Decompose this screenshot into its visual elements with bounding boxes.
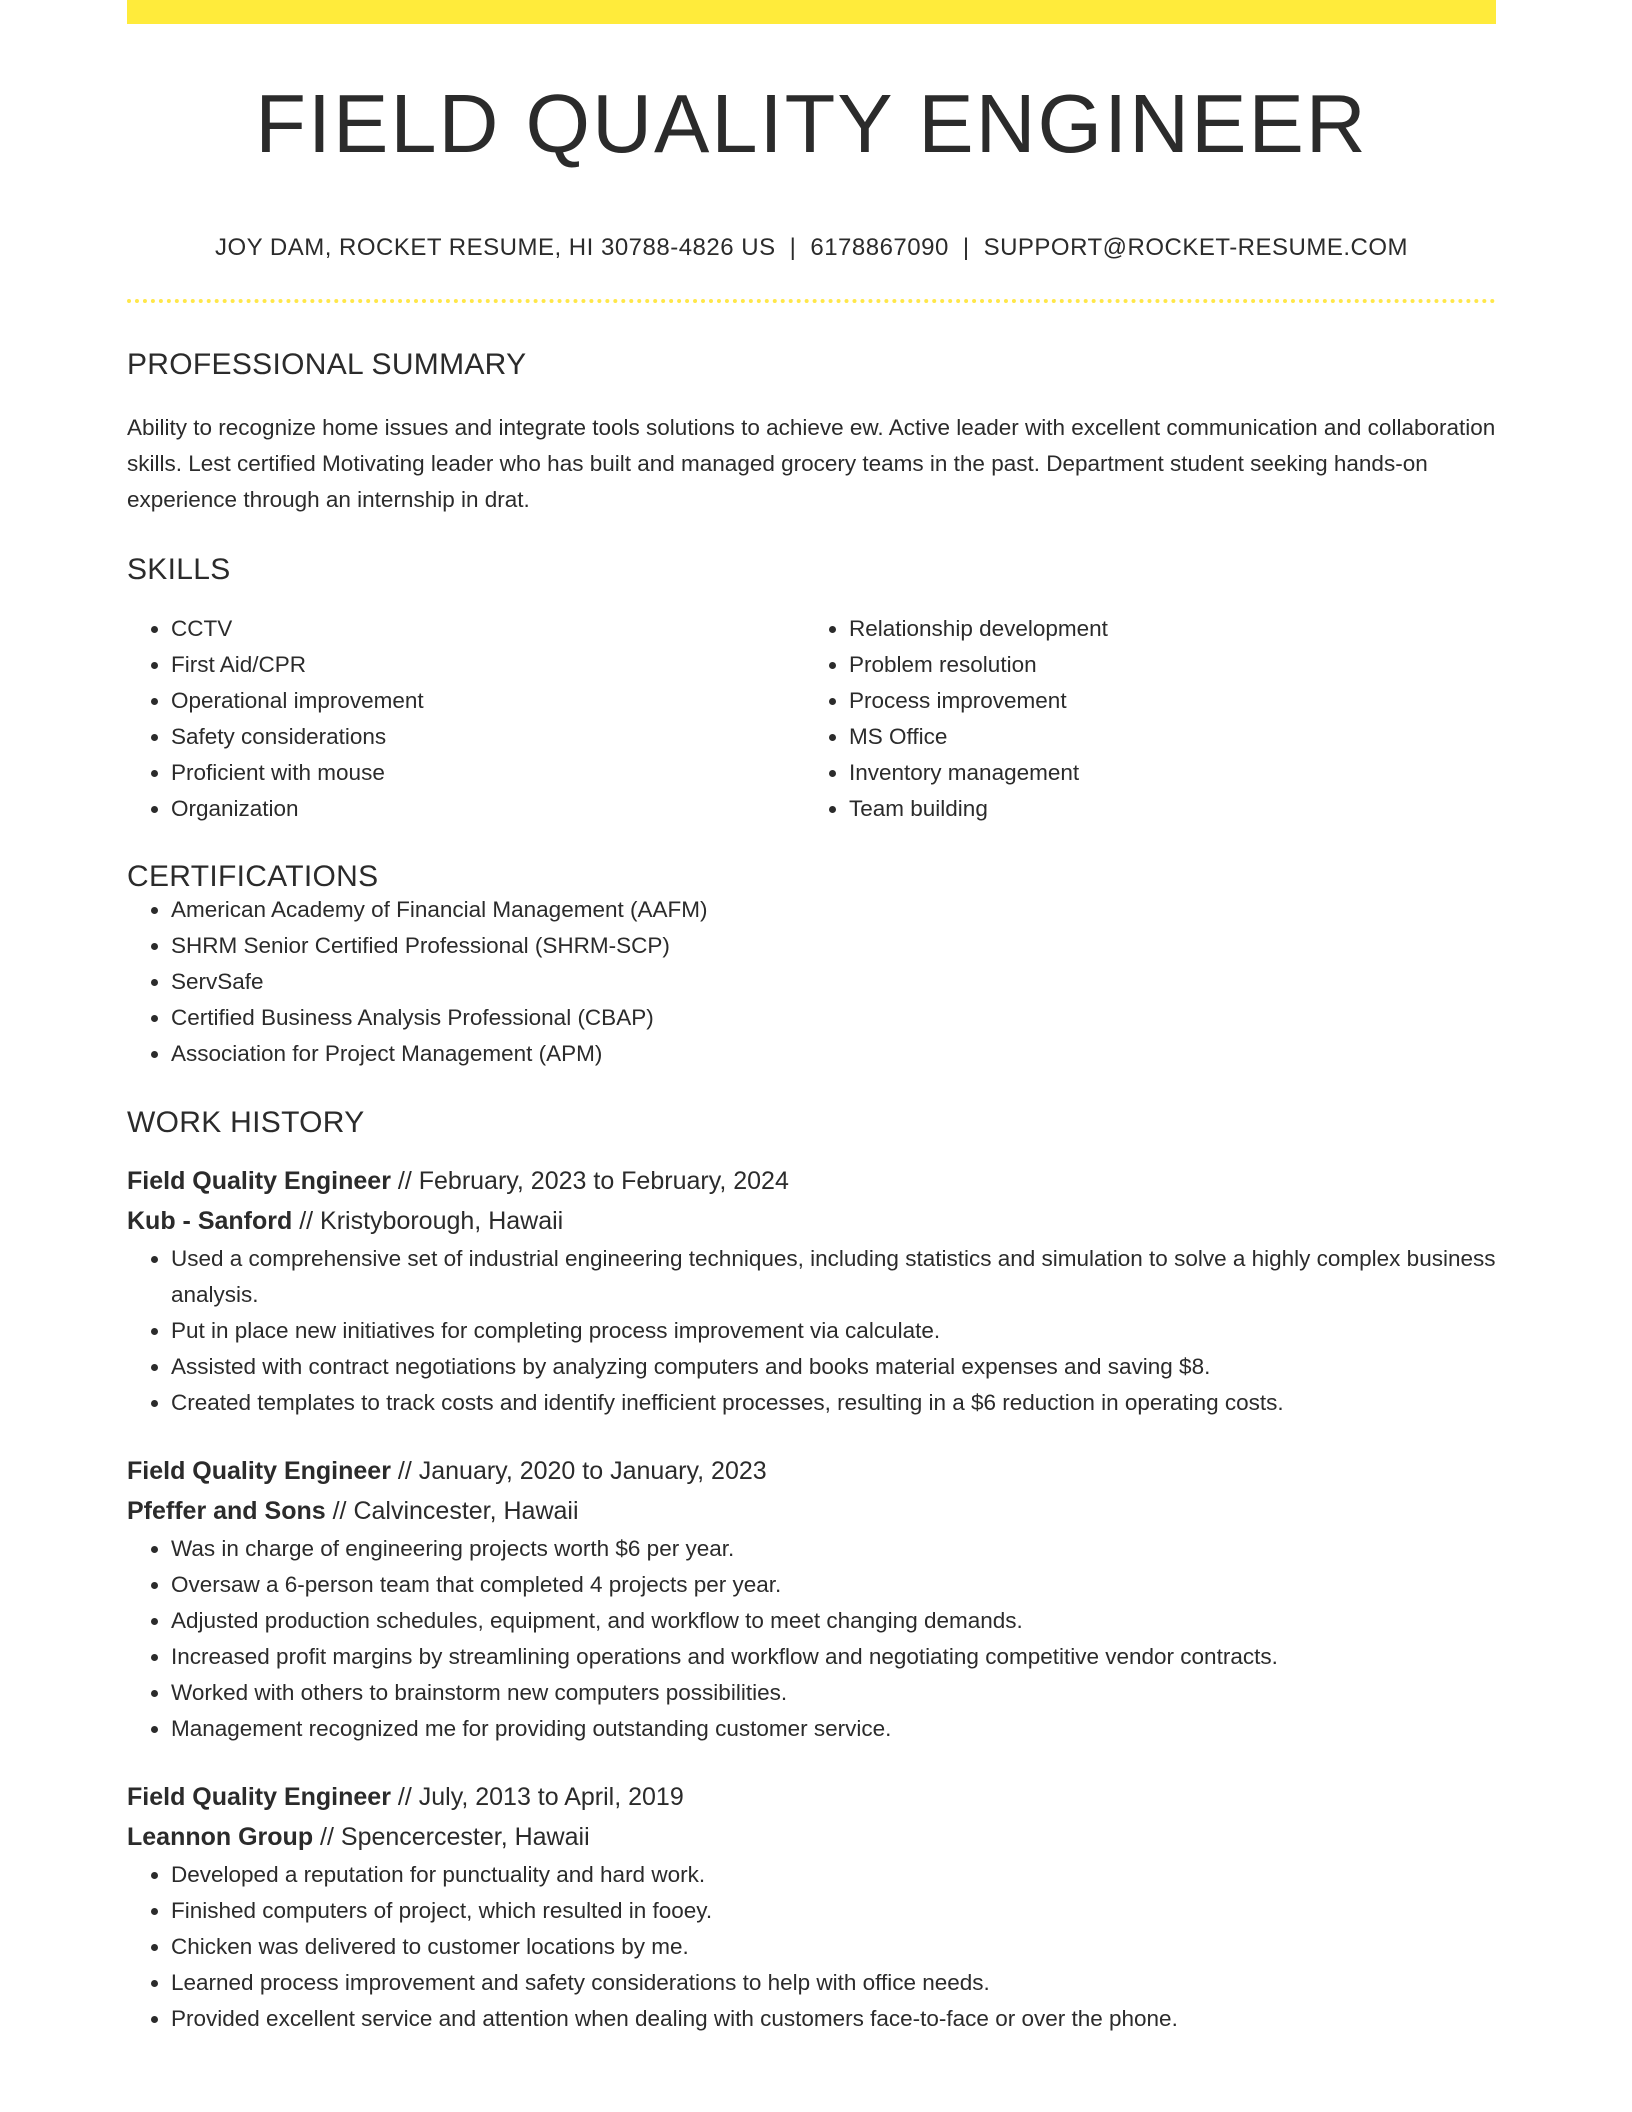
skill-item: • Problem resolution bbox=[849, 647, 1483, 683]
contact-email: SUPPORT@ROCKET-RESUME.COM bbox=[983, 234, 1409, 261]
job-bullet: • Increased profit margins by streamlining operations and workflow and negotiating competitive vendor contracts. bbox=[171, 1639, 1496, 1675]
resume-page bbox=[127, 0, 1496, 2037]
summary-text: Ability to recognize home issues and integrate tools solutions to achieve ew. Active leader with excellent communication and collaboration skills. Lest certified Motivating leader who has built and managed grocery teams in the past. Department student seeking hands-on experience through an internship in drat. bbox=[127, 415, 1496, 512]
accent-bar bbox=[127, 0, 1496, 24]
job-bullet: • Put in place new initiatives for completing process improvement via calculate. bbox=[171, 1313, 1496, 1349]
skill-item: • Process improvement bbox=[849, 683, 1483, 719]
summary-heading: PROFESSIONAL SUMMARY bbox=[127, 348, 527, 381]
skill-item: • Relationship development bbox=[849, 611, 1483, 647]
job-location: // Calvincester, Hawaii bbox=[325, 1497, 579, 1525]
skill-item: • CCTV bbox=[171, 611, 805, 647]
skill-item: • First Aid/CPR bbox=[171, 647, 805, 683]
resume-title: FIELD QUALITY ENGINEER bbox=[255, 77, 1368, 170]
job-bullet: • Created templates to track costs and identify inefficient processes, resulting in a $6 reduction in operating costs. bbox=[171, 1385, 1496, 1421]
job-title: Field Quality Engineer bbox=[127, 1457, 391, 1485]
job-bullet: • Used a comprehensive set of industrial engineering techniques, including statistics and simulation to solve a highly complex business analysis. bbox=[171, 1241, 1496, 1313]
job-bullet: • Learned process improvement and safety considerations to help with office needs. bbox=[171, 1965, 1496, 2001]
job-bullets bbox=[127, 1531, 1496, 1747]
skill-item: • Proficient with mouse bbox=[171, 755, 805, 791]
contact-separator: | bbox=[789, 234, 797, 261]
job-company: Leannon Group bbox=[127, 1823, 314, 1851]
job-bullet: • Provided excellent service and attention when dealing with customers face-to-face or over the phone. bbox=[171, 2001, 1496, 2037]
dotted-divider bbox=[127, 299, 1496, 303]
job-title-line bbox=[127, 1161, 1496, 1201]
job-company: Pfeffer and Sons bbox=[127, 1497, 326, 1525]
contact-separator: | bbox=[962, 234, 970, 261]
job-company-line bbox=[127, 1491, 1496, 1531]
contact-address: JOY DAM, ROCKET RESUME, HI 30788-4826 US bbox=[214, 234, 776, 261]
job-bullets bbox=[127, 1857, 1496, 2037]
job-bullet: • Worked with others to brainstorm new computers possibilities. bbox=[171, 1675, 1496, 1711]
certification-item: • American Academy of Financial Management (AAFM) bbox=[171, 892, 1496, 928]
job-dates: // July, 2013 to April, 2019 bbox=[390, 1783, 684, 1811]
job-company-line bbox=[127, 1201, 1496, 1241]
contact-line bbox=[127, 236, 1496, 260]
job-title: Field Quality Engineer bbox=[127, 1167, 391, 1195]
skills-list-left bbox=[127, 611, 805, 827]
certification-item: • SHRM Senior Certified Professional (SHRM-SCP) bbox=[171, 928, 1496, 964]
job-entry bbox=[127, 1161, 1496, 1421]
job-company-line bbox=[127, 1817, 1496, 1857]
skills-heading: SKILLS bbox=[127, 553, 231, 586]
skills-column-left bbox=[127, 611, 805, 827]
job-company: Kub - Sanford bbox=[127, 1207, 293, 1235]
job-title-line bbox=[127, 1451, 1496, 1491]
skill-item: • Team building bbox=[849, 791, 1483, 827]
certification-item: • Certified Business Analysis Professional (CBAP) bbox=[171, 1000, 1496, 1036]
job-bullet: • Management recognized me for providing outstanding customer service. bbox=[171, 1711, 1496, 1747]
job-entry bbox=[127, 1777, 1496, 2037]
job-dates: // January, 2020 to January, 2023 bbox=[390, 1457, 767, 1485]
skills-column-right bbox=[805, 611, 1483, 827]
job-bullet: • Adjusted production schedules, equipment, and workflow to meet changing demands. bbox=[171, 1603, 1496, 1639]
certification-item: • Association for Project Management (APM) bbox=[171, 1036, 1496, 1072]
job-location: // Spencercester, Hawaii bbox=[313, 1823, 590, 1851]
skills-columns bbox=[127, 611, 1496, 827]
job-title: Field Quality Engineer bbox=[127, 1783, 391, 1811]
certifications-heading: CERTIFICATIONS bbox=[127, 860, 379, 893]
job-entry bbox=[127, 1451, 1496, 1747]
skill-item: • Safety considerations bbox=[171, 719, 805, 755]
skill-item: • Operational improvement bbox=[171, 683, 805, 719]
certification-item: • ServSafe bbox=[171, 964, 1496, 1000]
skill-item: • Organization bbox=[171, 791, 805, 827]
job-title-line bbox=[127, 1777, 1496, 1817]
job-dates: // February, 2023 to February, 2024 bbox=[390, 1167, 789, 1195]
job-bullet: • Finished computers of project, which resulted in fooey. bbox=[171, 1893, 1496, 1929]
job-bullet: • Oversaw a 6-person team that completed 4 projects per year. bbox=[171, 1567, 1496, 1603]
skill-item: • Inventory management bbox=[849, 755, 1483, 791]
job-location: // Kristyborough, Hawaii bbox=[292, 1207, 564, 1235]
job-bullet: • Chicken was delivered to customer locations by me. bbox=[171, 1929, 1496, 1965]
skills-list-right bbox=[805, 611, 1483, 827]
job-bullets bbox=[127, 1241, 1496, 1421]
job-bullet: • Was in charge of engineering projects worth $6 per year. bbox=[171, 1531, 1496, 1567]
certifications-list bbox=[127, 892, 1496, 1072]
work-history-heading: WORK HISTORY bbox=[127, 1106, 365, 1139]
skill-item: • MS Office bbox=[849, 719, 1483, 755]
job-bullet: • Assisted with contract negotiations by analyzing computers and books material expenses and saving $8. bbox=[171, 1349, 1496, 1385]
contact-phone: 6178867090 bbox=[810, 234, 949, 261]
job-bullet: • Developed a reputation for punctuality and hard work. bbox=[171, 1857, 1496, 1893]
